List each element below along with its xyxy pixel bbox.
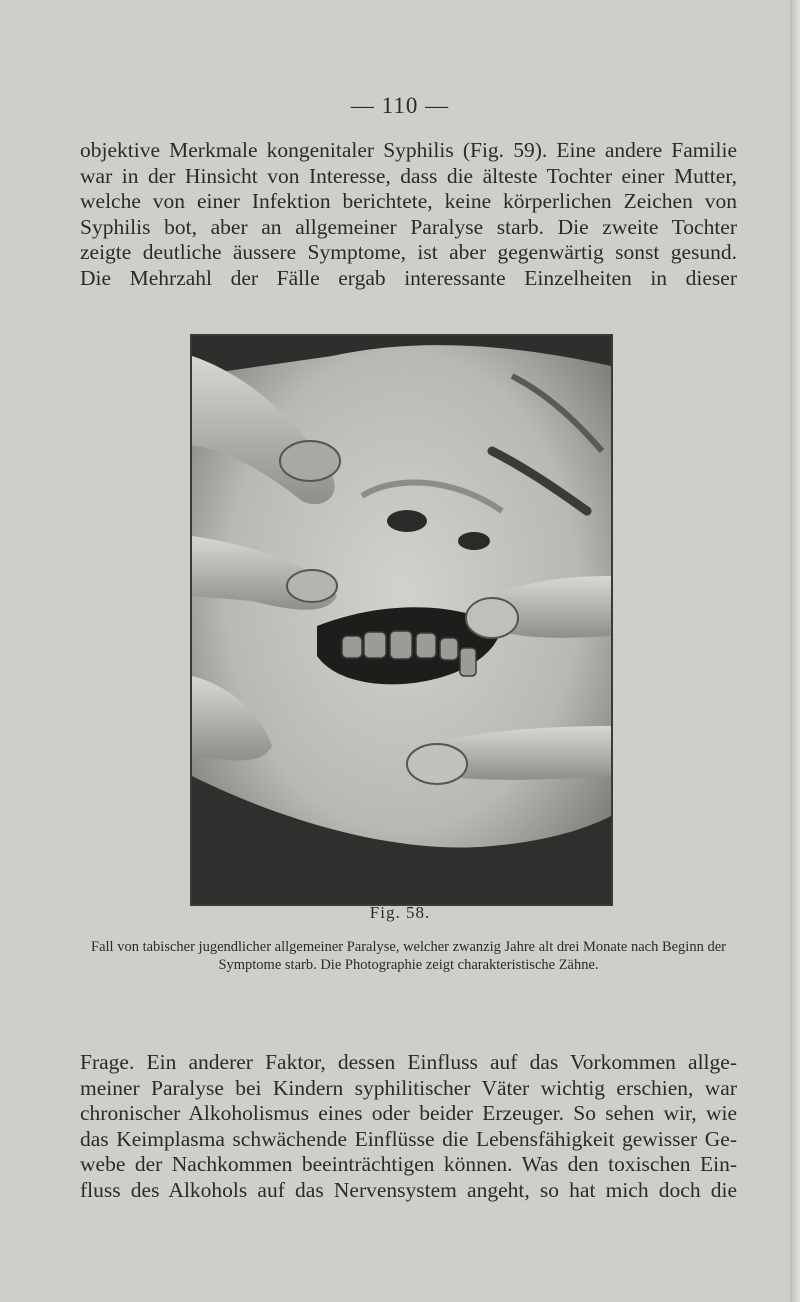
text-line: das Keimplasma schwächende Einflüsse die Lebensfähigkeit gewisser Ge- [80,1126,737,1151]
figure-caption: Fall von tabischer jugendlicher allgemeiner Paralyse, welcher zwanzig Jahre alt drei Monate nach Beginn der Symptome starb. Die Photographie zeigt charakteristische Zähne. [91,939,726,973]
paragraph-top [80,138,737,292]
text-line: Syphilis bot, aber an allgemeiner Paralyse starb. Die zweite Tochter [80,214,737,239]
page-number: — 110 — [350,93,450,118]
text-line: Frage. Ein anderer Faktor, dessen Einfluss auf das Vorkommen allge- [80,1050,737,1074]
text-line: war in der Hinsicht von Interesse, dass die älteste Tochter einer Mutter, [80,163,737,188]
text-line: zeigte deutliche äussere Symptome, ist aber gegenwärtig sonst gesund. [80,240,737,265]
text-line: meiner Paralyse bei Kindern syphilitischer Väter wichtig erschien, war [80,1075,737,1100]
text-line: webe der Nachkommen beeinträchtigen können. Was den toxischen Ein- [80,1152,737,1177]
figure-label: Fig. 58. [369,903,431,922]
text-line: objektive Merkmale kongenitaler Syphilis (Fig. 59). Eine andere Familie [80,138,737,162]
page-edge [790,0,800,1302]
text-line: chronischer Alkoholismus eines oder beider Erzeuger. So sehen wir, wie [80,1101,737,1126]
text-line: Die Mehrzahl der Fälle ergab interessante Einzelheiten in dieser [80,265,737,290]
text-line: fluss des Alkohols auf das Nervensystem angeht, so hat mich doch die [80,1177,737,1202]
paragraph-bottom [80,1050,737,1204]
text-line: welche von einer Infektion berichtete, keine körperlichen Zeichen von [80,189,737,214]
photograph-plate [190,334,613,906]
photo-illustration [192,336,611,904]
